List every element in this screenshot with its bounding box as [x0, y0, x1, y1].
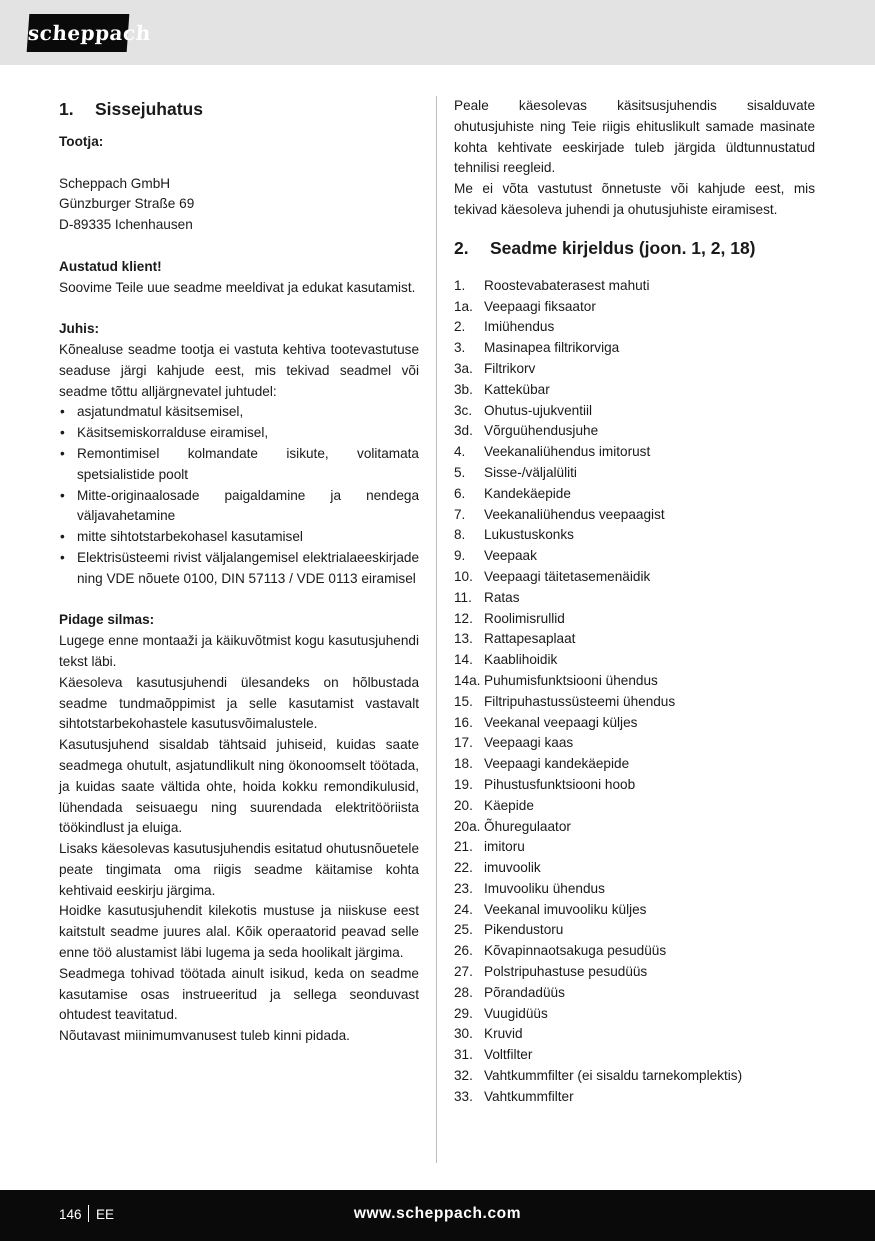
list-item — [454, 276, 815, 297]
part-label: Roostevabaterasest mahuti — [484, 277, 650, 293]
part-label: Ratas — [484, 589, 520, 605]
part-label: Imuvooliku ühendus — [484, 880, 605, 896]
part-number: 3d. — [454, 423, 473, 439]
part-number: 1a. — [454, 298, 473, 314]
list-item — [454, 962, 815, 983]
part-label: Vuugidüüs — [484, 1005, 548, 1021]
part-number: 21. — [454, 839, 473, 855]
list-item — [454, 983, 815, 1004]
part-number: 2. — [454, 319, 466, 335]
part-label: Filtrikorv — [484, 360, 536, 376]
greeting-text: Soovime Teile uue seadme meeldivat ja edukat kasutamist. — [59, 279, 416, 295]
list-item — [454, 754, 815, 775]
list-item: • asjatundmatul käsitsemisel, — [59, 402, 419, 423]
part-label: Kruvid — [484, 1026, 523, 1042]
part-label: Veekanaliühendus imitorust — [484, 444, 651, 460]
part-number: 32. — [454, 1068, 473, 1084]
manufacturer-label: Tootja: — [59, 134, 104, 149]
part-number: 20a. — [454, 818, 481, 834]
list-item — [454, 546, 815, 567]
list-item — [454, 463, 815, 484]
column-divider — [436, 96, 437, 1163]
part-label: Polstripuhastuse pesudüüs — [484, 964, 648, 980]
address-line: D-89335 Ichenhausen — [59, 217, 193, 233]
part-number: 3b. — [454, 381, 473, 397]
list-item — [454, 796, 815, 817]
list-item — [454, 442, 815, 463]
part-number: 26. — [454, 943, 473, 959]
part-label: imuvoolik — [484, 860, 541, 876]
part-label: Pihustusfunktsiooni hoob — [484, 776, 636, 792]
part-label: Võrguühendusjuhe — [484, 423, 599, 439]
note-text: Kõnealuse seadme tootja ei vastuta kehtiva tootevastutuse seaduse järgi kahjude eest, mis tekivad seadmel või seadme tõttu alljärgnevatel juhtudel: — [59, 341, 419, 399]
list-item — [454, 525, 815, 546]
part-label: Veepaagi kaas — [484, 735, 574, 751]
part-number: 4. — [454, 444, 466, 460]
list-item — [454, 1024, 815, 1045]
part-number: 9. — [454, 548, 466, 564]
attention-label: Pidage silmas: — [59, 612, 155, 628]
part-number: 5. — [454, 464, 466, 480]
note-label: Juhis: — [59, 321, 100, 337]
list-item — [454, 401, 815, 422]
list-item — [454, 1004, 815, 1025]
paragraph: Nõutavast miinimumvanusest tuleb kinni pidada. — [59, 1028, 350, 1044]
part-label: Veepaak — [484, 548, 537, 564]
list-item — [454, 692, 815, 713]
part-label: Vahtkummfilter (ei sisaldu tarnekomplektis) — [484, 1068, 743, 1084]
part-number: 3c. — [454, 402, 473, 418]
part-number: 25. — [454, 922, 473, 938]
page-number: 146 — [59, 1207, 82, 1222]
part-number: 29. — [454, 1005, 473, 1021]
list-item — [454, 900, 815, 921]
left-column — [59, 96, 419, 1047]
part-label: Veepaagi fiksaator — [484, 298, 596, 314]
list-item — [454, 879, 815, 900]
part-number: 14a. — [454, 672, 481, 688]
list-item — [454, 609, 815, 630]
part-number: 3. — [454, 340, 466, 356]
list-item — [454, 338, 815, 359]
part-number: 16. — [454, 714, 473, 730]
part-label: Kõvapinnaotsakuga pesudüüs — [484, 943, 667, 959]
part-number: 22. — [454, 860, 473, 876]
part-label: Veepaagi täitetasemenäidik — [484, 568, 651, 584]
part-number: 27. — [454, 964, 473, 980]
part-number: 8. — [454, 527, 466, 543]
list-item — [454, 650, 815, 671]
part-number: 24. — [454, 901, 473, 917]
paragraph: Kasutusjuhend sisaldab tähtsaid juhiseid, kuidas saate seadmega ohutult, asjatundlikult ning ökonoomselt töötada, ja kuidas saate vältida ohte, hoida kokku remondikulusid, lühendada seisuaegu ning suurendada elektritööriista töökindlust ja eluiga. — [59, 737, 419, 836]
list-item: • Käsitsemiskorralduse eiramisel, — [59, 423, 419, 444]
list-item — [454, 484, 815, 505]
part-label: Imiühendus — [484, 319, 555, 335]
part-number: 14. — [454, 652, 473, 668]
list-item — [454, 317, 815, 338]
part-label: Veekanaliühendus veepaagist — [484, 506, 665, 522]
part-label: Kaablihoidik — [484, 652, 558, 668]
part-label: Kandekäepide — [484, 485, 571, 501]
paragraph: Seadmega tohivad töötada ainult isikud, keda on seadme kasutamise osas instrueeritud ja sellega seonduvast ohtudest teavitatud. — [59, 965, 419, 1023]
part-label: Ohutus-ujukventiil — [484, 402, 593, 418]
part-number: 28. — [454, 984, 473, 1000]
list-item — [454, 359, 815, 380]
greeting-label: Austatud klient! — [59, 258, 162, 274]
part-number: 11. — [454, 589, 472, 605]
part-label: Veekanal veepaagi küljes — [484, 714, 638, 730]
part-label: Roolimisrullid — [484, 610, 565, 626]
part-number: 10. — [454, 568, 473, 584]
section-1-heading: 1. Sissejuhatus — [59, 99, 203, 119]
list-item — [454, 1066, 815, 1087]
part-number: 17. — [454, 735, 473, 751]
list-item — [454, 1087, 815, 1108]
address-line: Scheppach GmbH — [59, 175, 171, 191]
part-label: Vahtkummfilter — [484, 1088, 574, 1104]
header-bar — [0, 0, 875, 65]
part-label: Filtripuhastussüsteemi ühendus — [484, 693, 676, 709]
list-item: • Remontimisel kolmandate isikute, volitamata spetsialistide poolt — [59, 444, 419, 486]
paragraph: Peale käesolevas käsitsusjuhendis sisalduvate ohutusjuhiste ning Teie riigis ehituslikult samade masinate kohta kehtivate eeskirjade tuleb järgida üldtunnustatud tehnilisi reegleid. — [454, 98, 815, 176]
paragraph: Lisaks käesolevas kasutusjuhendis esitatud ohutusnõuetele peate tingimata oma riigis seadme käitamise kohta kehtivaid eeskirju järgima. — [59, 841, 419, 898]
list-item — [454, 588, 815, 609]
paragraph: Hoidke kasutusjuhendit kilekotis mustuse ja niiskuse eest kaitstult seadme juures alal. Kõik operaatorid peavad selle enne töö alustamist läbi lugema ja seda hoolikalt järgima. — [59, 903, 419, 961]
part-label: Kattekübar — [484, 381, 550, 397]
part-number: 33. — [454, 1088, 473, 1104]
part-label: Rattapesaplaat — [484, 631, 576, 647]
list-item — [454, 941, 815, 962]
list-item — [454, 858, 815, 879]
list-item: • Elektrisüsteemi rivist väljalangemisel elektrialaeeskirjade ning VDE nõuete 0100, DIN 57113 / VDE 0113 eiramisel — [59, 548, 419, 590]
part-number: 1. — [454, 277, 466, 293]
part-label: Käepide — [484, 797, 534, 813]
part-number: 7. — [454, 506, 466, 522]
part-label: Õhuregulaator — [484, 818, 571, 834]
right-column — [454, 96, 815, 1108]
list-item — [454, 837, 815, 858]
list-item — [454, 505, 815, 526]
part-number: 12. — [454, 610, 473, 626]
part-label: Puhumisfunktsiooni ühendus — [484, 672, 658, 688]
list-item — [454, 421, 815, 442]
part-label: Veekanal imuvooliku küljes — [484, 901, 647, 917]
list-item — [454, 297, 815, 318]
paragraph: Lugege enne montaaži ja käikuvõtmist kogu kasutusjuhendi tekst läbi. — [59, 633, 419, 669]
part-number: 23. — [454, 880, 473, 896]
part-number: 6. — [454, 485, 466, 501]
part-label: Voltfilter — [484, 1047, 533, 1063]
list-item — [454, 567, 815, 588]
language-code: EE — [96, 1207, 115, 1222]
part-label: Sisse-/väljalüliti — [484, 464, 577, 480]
list-item — [454, 629, 815, 650]
part-label: Masinapea filtrikorviga — [484, 340, 620, 356]
address-line: Günzburger Straße 69 — [59, 196, 195, 212]
list-item — [454, 713, 815, 734]
part-number: 13. — [454, 631, 473, 647]
part-number: 3a. — [454, 360, 473, 376]
list-item — [454, 671, 815, 692]
part-label: Veepaagi kandekäepide — [484, 756, 630, 772]
list-item — [454, 733, 815, 754]
list-item: • Mitte-originaalosade paigaldamine ja nendega väljavahetamine — [59, 486, 419, 528]
part-label: Põrandadüüs — [484, 984, 565, 1000]
section-2-heading: 2. Seadme kirjeldus (joon. 1, 2, 18) — [454, 237, 756, 258]
part-number: 15. — [454, 693, 473, 709]
footer-bar — [0, 1190, 875, 1241]
part-number: 30. — [454, 1026, 473, 1042]
list-item — [454, 1045, 815, 1066]
part-number: 20. — [454, 797, 473, 813]
part-label: Lukustuskonks — [484, 527, 574, 543]
part-label: imitoru — [484, 839, 525, 855]
part-number: 18. — [454, 756, 473, 772]
brand-logo: scheppach — [27, 14, 130, 52]
paragraph: Me ei võta vastutust õnnetuste või kahjude eest, mis tekivad käesoleva juhendi ja ohutusjuhiste eiramisest. — [454, 181, 815, 217]
website-link[interactable]: www.scheppach.com — [353, 1205, 522, 1222]
list-item — [454, 817, 815, 838]
list-item — [454, 920, 815, 941]
list-item: • mitte sihtotstarbekohasel kasutamisel — [59, 527, 419, 548]
part-number: 31. — [454, 1047, 473, 1063]
list-item — [454, 775, 815, 796]
parts-list — [454, 276, 815, 1108]
paragraph: Käesoleva kasutusjuhendi ülesandeks on hõlbustada seadme tundmaõppimist ja selle kasutamist vastavalt sihtotstarbekohastele kasutusvõimalustele. — [59, 674, 419, 732]
part-label: Pikendustoru — [484, 922, 564, 938]
list-item — [454, 380, 815, 401]
part-number: 19. — [454, 776, 473, 792]
note-bullet-list — [59, 402, 419, 589]
